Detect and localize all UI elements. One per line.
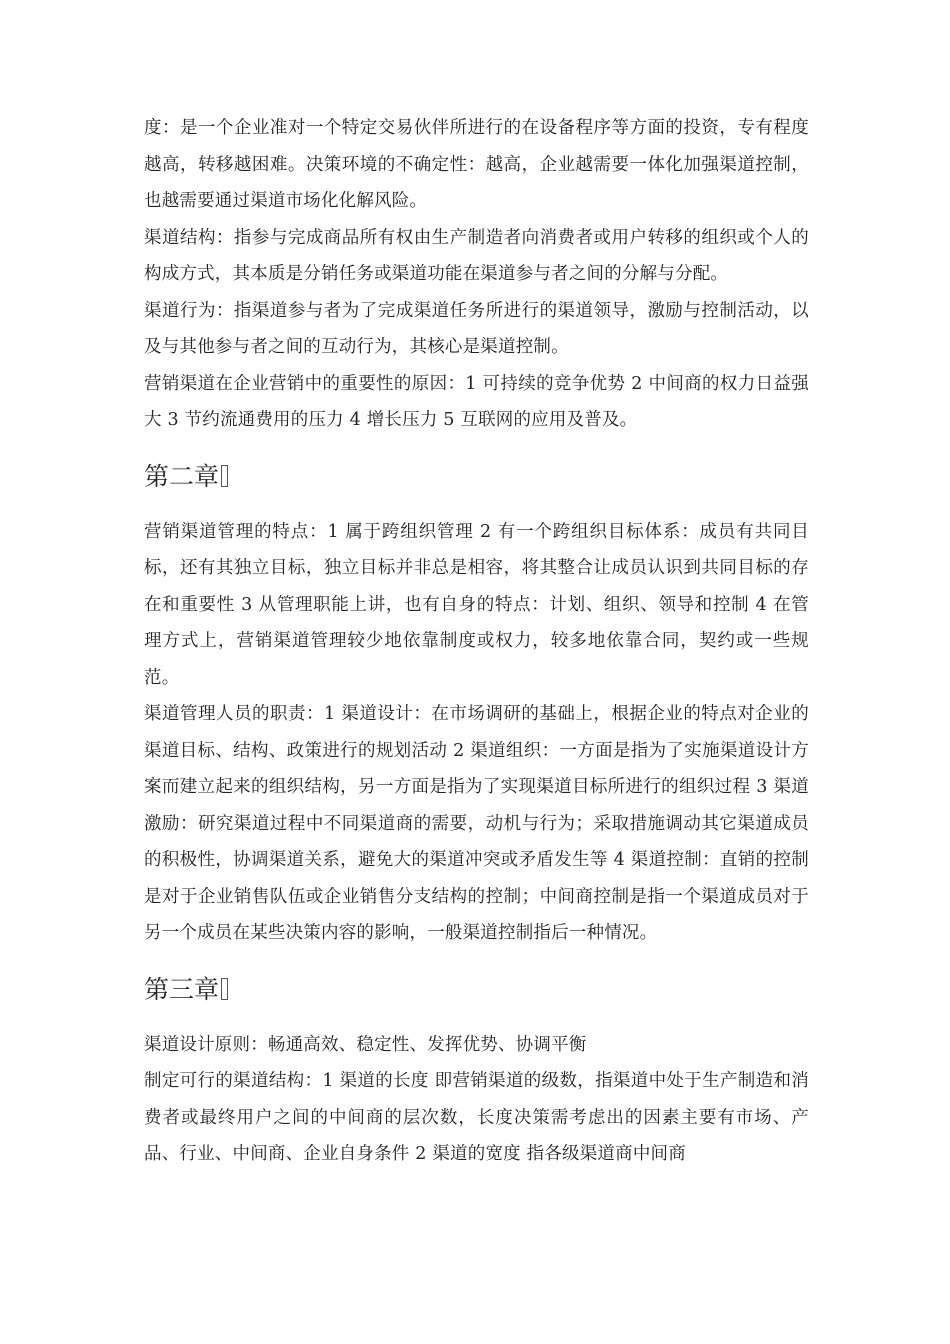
paragraph-channel-structure-design: 制定可行的渠道结构：1 渠道的长度 即营销渠道的级数，指渠道中处于生产制造和消费者或最终用户之间的中间商的层次数，长度决策需考虑出的因素主要有市场、产品、行业、中间商、企业自身条件 2 渠道的宽度 指各级渠道商中间商 bbox=[144, 1071, 809, 1164]
missing-glyph-icon bbox=[221, 465, 228, 487]
document-body bbox=[144, 110, 809, 1173]
chapter-2-heading bbox=[144, 462, 809, 492]
paragraph-manager-duties: 渠道管理人员的职责：1 渠道设计：在市场调研的基础上，根据企业的特点对企业的渠道目标、结构、政策进行的规划活动 2 渠道组织：一方面是指为了实施渠道设计方案而建立起来的组织结构，另一方面是指为了实现渠道目标所进行的组织过程 3 渠道激励：研究渠道过程中不同渠道商的需要，动机与行为；采取措施调动其它渠道成员的积极性，协调渠道关系，避免大的渠道冲突或矛盾发生等 4 渠道控制：直销的控制是对于企业销售队伍或企业销售分支结构的控制；中间商控制是指一个渠道成员对于另一个成员在某些决策内容的影响，一般渠道控制指后一种情况。 bbox=[144, 704, 809, 943]
paragraph-design-principles: 渠道设计原则：畅通高效、稳定性、发挥优势、协调平衡 bbox=[144, 1034, 587, 1055]
paragraph-management-features: 营销渠道管理的特点：1 属于跨组织管理 2 有一个跨组织目标体系：成员有共同目标，还有其独立目标，独立目标并非总是相容，将其整合让成员认识到共同目标的存在和重要性 3 从管理职能上讲，也有自身的特点：计划、组织、领导和控制 4 在管理方式上，营销渠道管理较少地依靠制度或权力，较多地依靠合同，契约或一些规范。 bbox=[144, 521, 809, 688]
paragraph-asset-specificity: 度：是一个企业准对一个特定交易伙伴所进行的在设备程序等方面的投资，专有程度越高，转移越困难。决策环境的不确定性：越高，企业越需要一体化加强渠道控制，也越需要通过渠道市场化化解风险。 bbox=[144, 118, 809, 211]
missing-glyph-icon bbox=[221, 978, 228, 1000]
paragraph-channel-structure: 渠道结构：指参与完成商品所有权由生产制造者向消费者或用户转移的组织或个人的构成方式，其本质是分销任务或渠道功能在渠道参与者之间的分解与分配。 bbox=[144, 227, 809, 284]
chapter-3-heading bbox=[144, 975, 809, 1005]
paragraph-channel-importance: 营销渠道在企业营销中的重要性的原因：1 可持续的竞争优势 2 中间商的权力日益强大 3 节约流通费用的压力 4 增长压力 5 互联网的应用及普及。 bbox=[144, 373, 809, 430]
chapter-3-title: 第三章 bbox=[144, 974, 220, 1004]
paragraph-channel-behavior: 渠道行为：指渠道参与者为了完成渠道任务所进行的渠道领导，激励与控制活动，以及与其他参与者之间的互动行为，其核心是渠道控制。 bbox=[144, 300, 809, 357]
chapter-2-title: 第二章 bbox=[144, 461, 220, 491]
